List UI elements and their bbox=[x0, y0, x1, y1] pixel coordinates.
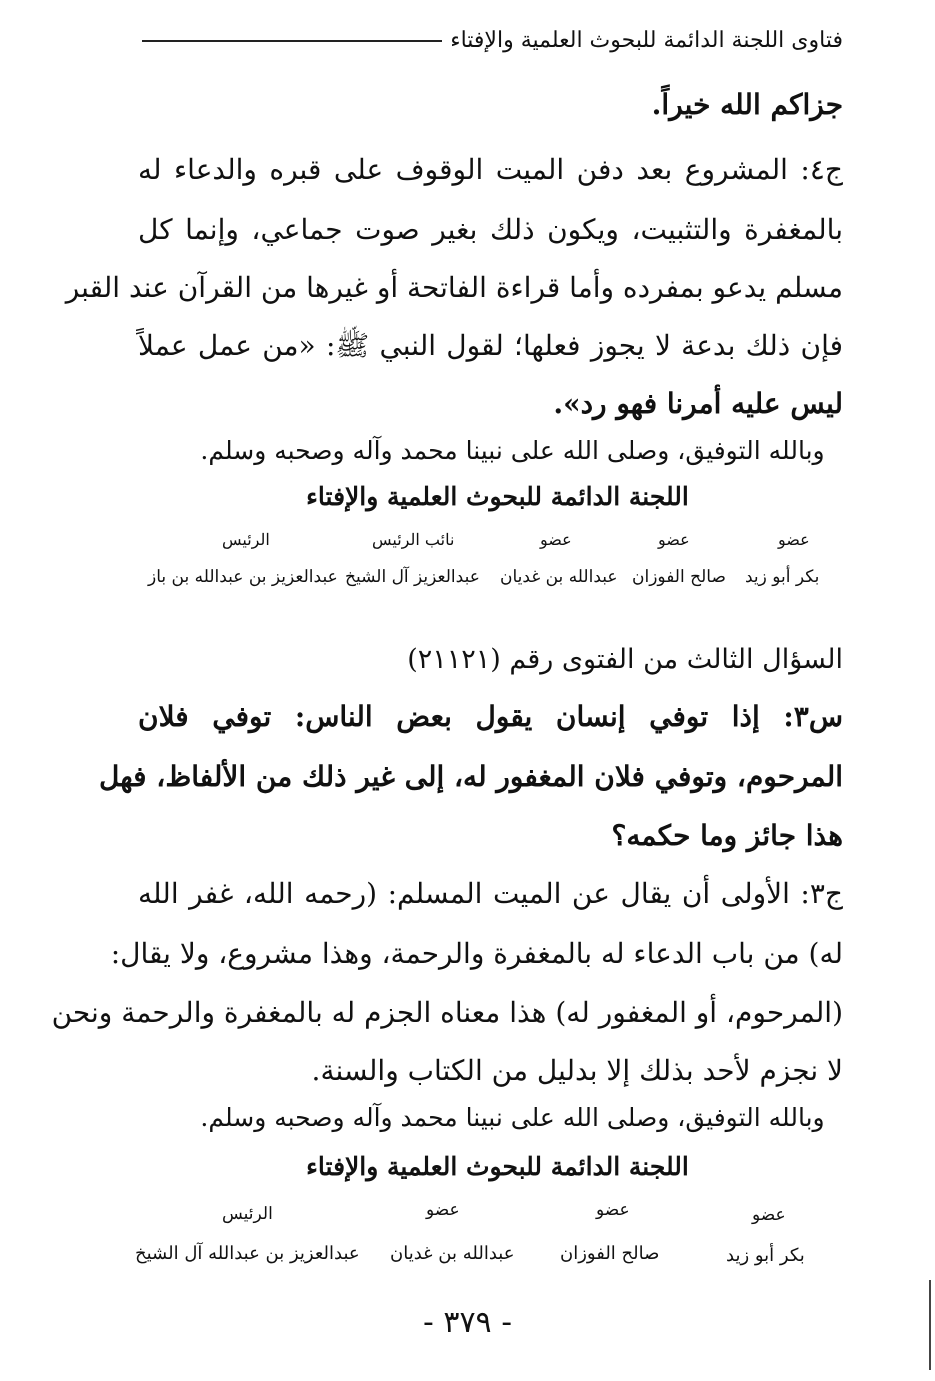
fatwa-title: السؤال الثالث من الفتوى رقم (٢١١٢١) bbox=[407, 644, 843, 675]
header-title: فتاوى اللجنة الدائمة للبحوث العلمية والإفتاء bbox=[450, 28, 843, 53]
question3-line-1: س٣: إذا توفي إنسان يقول بعض الناس: توفي فلان bbox=[138, 700, 843, 733]
answer4-line-4: فإن ذلك بدعة لا يجوز فعلها؛ لقول النبي ﷺ: «من عمل عملاً bbox=[138, 329, 843, 362]
role-member-3: عضو bbox=[540, 530, 572, 549]
answer4-line-1: ج٤: المشروع بعد دفن الميت الوقوف على قبره والدعاء له bbox=[138, 153, 843, 186]
page-number: - ٣٧٩ - bbox=[422, 1305, 513, 1340]
role2-member-3: عضو bbox=[426, 1200, 460, 1220]
answer4-line-2: بالمغفرة والتثبيت، ويكون ذلك بغير صوت جماعي، وإنما كل bbox=[138, 213, 843, 246]
running-header bbox=[142, 28, 843, 53]
answer4-line-3: مسلم يدعو بمفرده وأما قراءة الفاتحة أو غيرها من القرآن عند القبر bbox=[65, 271, 843, 304]
committee-name-2: اللجنة الدائمة للبحوث العلمية والإفتاء bbox=[306, 1152, 689, 1181]
header-rule bbox=[142, 40, 442, 42]
question3-line-3: هذا جائز وما حكمه؟ bbox=[611, 819, 843, 852]
signer2-name-2: صالح الفوزان bbox=[560, 1243, 660, 1264]
answer3-line-4: لا نجزم لأحد بذلك إلا بدليل من الكتاب والسنة. bbox=[311, 1054, 843, 1087]
role2-president: الرئيس bbox=[222, 1204, 273, 1224]
blessing-2: وبالله التوفيق، وصلى الله على نبينا محمد وآله وصحبه وسلم. bbox=[200, 1103, 825, 1132]
signer2-name-3: عبدالله بن غديان bbox=[390, 1243, 515, 1264]
blessing-1: وبالله التوفيق، وصلى الله على نبينا محمد وآله وصحبه وسلم. bbox=[200, 436, 825, 465]
closing-line: جزاكم الله خيراً. bbox=[651, 88, 843, 121]
role2-member-1: عضو bbox=[752, 1205, 786, 1225]
role-member-2: عضو bbox=[658, 530, 690, 549]
signer-name-3: عبدالله بن غديان bbox=[500, 567, 618, 587]
signer-name-5: عبدالعزيز بن عبدالله بن باز bbox=[148, 567, 338, 587]
committee-name-1: اللجنة الدائمة للبحوث العلمية والإفتاء bbox=[306, 482, 689, 511]
role-member-1: عضو bbox=[778, 530, 810, 549]
signer-name-2: صالح الفوزان bbox=[632, 567, 726, 587]
question3-line-2: المرحوم، وتوفي فلان المغفور له، إلى غير ذلك من الألفاظ، فهل bbox=[99, 760, 843, 793]
answer3-line-1: ج٣: الأولى أن يقال عن الميت المسلم: (رحمه الله، غفر الله bbox=[138, 877, 843, 910]
page-edge-line bbox=[929, 1280, 931, 1370]
signer-name-1: بكر أبو زيد bbox=[745, 567, 820, 587]
role-president: الرئيس bbox=[222, 530, 270, 549]
role-vice-president: نائب الرئيس bbox=[372, 530, 455, 549]
answer3-line-2: له) من باب الدعاء له بالمغفرة والرحمة، وهذا مشروع، ولا يقال: bbox=[110, 937, 843, 970]
answer3-line-3: (المرحوم، أو المغفور له) هذا معناه الجزم له بالمغفرة والرحمة ونحن bbox=[51, 996, 843, 1029]
signer-name-4: عبدالعزيز آل الشيخ bbox=[345, 567, 480, 587]
signer2-name-1: بكر أبو زيد bbox=[726, 1245, 805, 1266]
role2-member-2: عضو bbox=[596, 1200, 630, 1220]
answer4-line-5: ليس عليه أمرنا فهو رد». bbox=[553, 387, 843, 420]
signer2-name-4: عبدالعزيز بن عبدالله آل الشيخ bbox=[135, 1243, 360, 1264]
